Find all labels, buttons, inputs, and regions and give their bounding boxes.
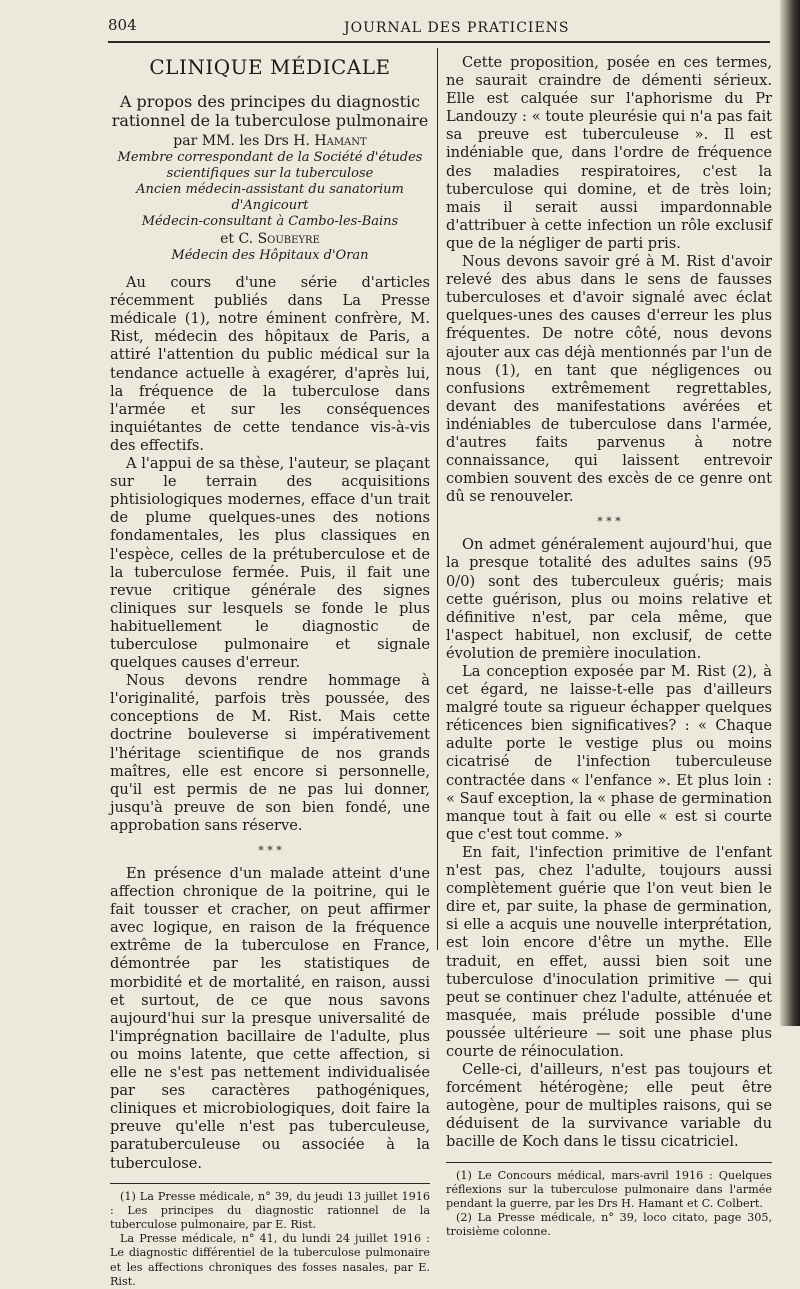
footnote: (1) Le Concours médical, mars-avril 1916 : Quelques réflexions sur la tuberculose pulmonaire dans l'armée pendant la guerre, par les Drs H. Hamant et C. Colbert. bbox=[446, 1168, 772, 1210]
journal-title: JOURNAL DES PRATICIENS bbox=[344, 20, 570, 36]
paragraph: En fait, l'infection primitive de l'enfant n'est pas, chez l'adulte, toujours aussi complètement guérie que l'on veut bien le dire et, par suite, la phase de germination, si elle a acquis une nouvelle interprétation, est loin encore d'être un mythe. Elle traduit, en effet, aussi bien soit une tuberculose d'inoculation primitive — qui peut se continuer chez l'adulte, atténuée et masquée, mais prélude possible d'une poussée ultérieure — soit une phase plus courte de réinoculation. bbox=[446, 843, 772, 1060]
author-1-affiliation-2: Ancien médecin-assistant du sanatorium d'Angicourt bbox=[136, 182, 404, 214]
author-2-affiliation: Médecin des Hôpitaux d'Oran bbox=[171, 248, 369, 264]
author-1-name: Hamant bbox=[314, 133, 367, 150]
footnote-rule bbox=[446, 1162, 772, 1163]
book-spine-shadow bbox=[780, 0, 800, 1026]
paragraph: On admet généralement aujourd'hui, que la presque totalité des adultes sains (95 0/0) sont des tuberculeux guéris; mais cette guérison, plus ou moins relative et définitive n'est, par cela même, que l'aspect habituel, non exclusif, de cette évolution de première inoculation. bbox=[446, 536, 772, 662]
left-column bbox=[110, 54, 430, 1289]
paragraph: Celle-ci, d'ailleurs, n'est pas toujours et forcément hétérogène; elle peut être autogène, pour de multiples raisons, qui se déduisent de la survivance variable du bacille de Koch dans le tissu cicatriciel. bbox=[446, 1061, 772, 1151]
section-separator: * * * bbox=[597, 515, 621, 529]
page-number: 804 bbox=[108, 16, 137, 34]
header-rule bbox=[108, 41, 770, 43]
section-title: CLINIQUE MÉDICALE bbox=[149, 55, 391, 79]
paragraph: La conception exposée par M. Rist (2), à cet égard, ne laisse-t-elle pas d'ailleurs malgré toute sa rigueur échapper quelques réticences bien significatives? : « Chaque adulte porte le vestige plus ou moins cicatrisé de l'infection tuberculeuse contractée dans « l'enfance ». Et plus loin : « Sauf exception, la « phase de germination manque tout à fait ou elle « est si courte que c'est tout comme. » bbox=[446, 663, 772, 843]
paragraph: Au cours d'une série d'articles récemment publiés dans La Presse médicale (1), notre éminent confrère, M. Rist, médecin des hôpitaux de Paris, a attiré l'attention du public médical sur la tendance actuelle à exagérer, d'après lui, la fréquence de la tuberculose dans l'armée et sur les conséquences inquiétantes de cette tendance vis-à-vis des effectifs. bbox=[110, 274, 430, 454]
byline2-prefix: et C. bbox=[220, 231, 258, 248]
footnote: (1) La Presse médicale, n° 39, du jeudi 13 juillet 1916 : Les principes du diagnostic rationnel de la tuberculose pulmonaire, par E. Rist. bbox=[110, 1189, 430, 1231]
author-2-name: Soubeyre bbox=[257, 231, 320, 248]
column-divider bbox=[437, 48, 438, 950]
author-1-affiliation-1: Membre correspondant de la Société d'études scientifiques sur la tuberculose bbox=[117, 150, 423, 182]
section-separator: * * * bbox=[258, 844, 282, 857]
paragraph: Nous devons savoir gré à M. Rist d'avoir relevé des abus dans le sens de fausses tuberculoses et d'avoir signalé avec éclat quelques-unes des causes d'erreur les plus fréquentes. De notre côté, nous devons ajouter aux cas déjà mentionnés par l'un de nous (1), en tant que négligences ou confusions extrêmement regrettables, devant des manifestations avérées et indéniables de tuberculose dans l'armée, d'autres faits parvenus à notre connaissance, qui laissent entrevoir combien souvent des excès de ce genre ont dû se renouveler. bbox=[446, 253, 772, 506]
paragraph: A l'appui de sa thèse, l'auteur, se plaçant sur le terrain des acquisitions phtisiologiques modernes, efface d'un trait de plume quelques-unes des notions fondamentales, les plus classiques en l'espèce, celles de la prétuberculose et de la tuberculose fermée. Puis, il fait une revue critique générale des signes cliniques sur lesquels se fonde le plus habituellement le diagnostic de tuberculose pulmonaire et signale quelques causes d'erreur. bbox=[110, 455, 430, 672]
footnote-rule bbox=[110, 1183, 430, 1184]
author-1-affiliation-3: Médecin-consultant à Cambo-les-Bains bbox=[141, 214, 399, 230]
paragraph: Cette proposition, posée en ces termes, ne saurait craindre de démenti sérieux. Elle est calquée sur l'aphorisme du Pr Landouzy : « toute pleurésie qui n'a pas fait sa preuve est tuberculeuse ». Il est indéniable que, dans l'ordre de fréquence des maladies respiratoires, c'est la tuberculose qui domine, et de très loin; mais il serait aussi impardonnable d'attribuer à cette infection un rôle exclusif que de la négliger de parti pris. bbox=[446, 54, 772, 252]
byline-author-2 bbox=[110, 230, 430, 248]
footnote: La Presse médicale, n° 41, du lundi 24 juillet 1916 : Le diagnostic différentiel de la tuberculose pulmonaire et les affections chroniques des fosses nasales, par E. Rist. bbox=[110, 1232, 430, 1288]
article-title: A propos des principes du diagnostic rationnel de la tuberculose pulmonaire bbox=[111, 92, 429, 131]
paragraph: En présence d'un malade atteint d'une affection chronique de la poitrine, qui le fait tousser et cracher, on peut affirmer avec logique, en raison de la fréquence extrême de la tuberculose en France, démontrée par les statistiques de morbidité et de mortalité, en raison, aussi et surtout, de ce que nous savons aujourd'hui sur la presque universalité de l'imprégnation bacillaire de l'adulte, plus ou moins latente, que cette affection, si elle ne s'est pas nettement individualisée par ses caractères pathogéniques, cliniques et microbiologiques, doit faire la preuve qu'elle n'est pas tuberculeuse, paratuberculeuse ou associée à la tuberculose. bbox=[110, 865, 430, 1172]
byline-author-1 bbox=[110, 132, 430, 150]
byline-prefix: par MM. les Drs H. bbox=[173, 133, 315, 150]
right-column bbox=[446, 54, 772, 1240]
paragraph: Nous devons rendre hommage à l'originalité, parfois très poussée, des conceptions de M. Rist. Mais cette doctrine bouleverse si impérativement l'héritage scientifique de nos grands maîtres, elle est encore si personnelle, qu'il est permis de ne pas lui donner, jusqu'à preuve de son bien fondé, une approbation sans réserve. bbox=[110, 672, 430, 834]
footnote: (2) La Presse médicale, n° 39, loco citato, page 305, troisième colonne. bbox=[446, 1211, 772, 1239]
page-header bbox=[108, 16, 768, 40]
